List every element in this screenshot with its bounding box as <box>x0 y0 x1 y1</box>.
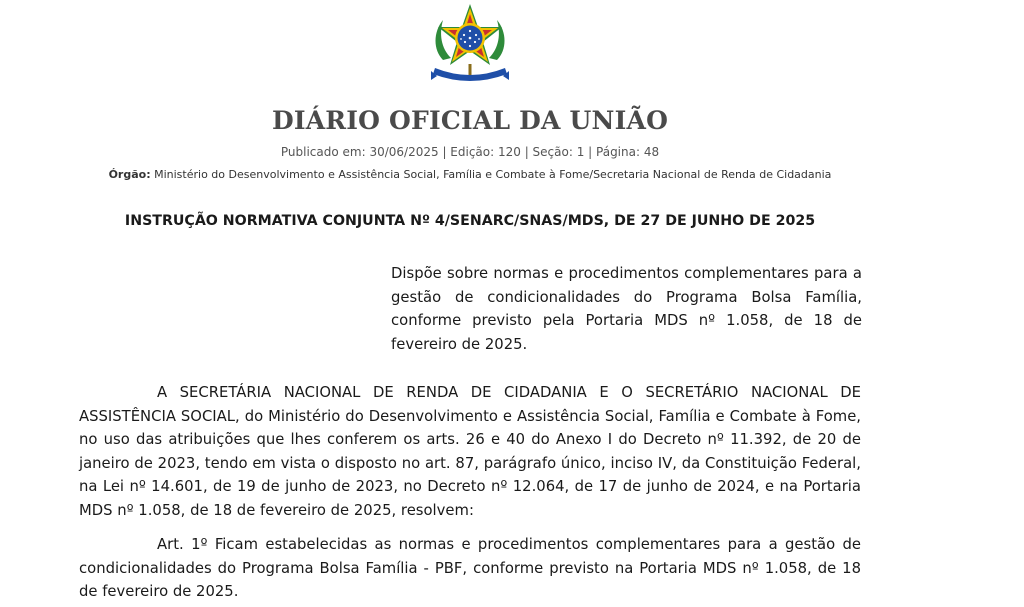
publication-info: Publicado em: 30/06/2025 | Edição: 120 | Seção: 1 | Página: 48 <box>280 145 660 159</box>
act-heading: INSTRUÇÃO NORMATIVA CONJUNTA Nº 4/SENARC/SNAS/MDS, DE 27 DE JUNHO DE 2025 <box>124 213 816 229</box>
issuing-organ-value: Ministério do Desenvolvimento e Assistência Social, Família e Combate à Fome/Secretaria Nacional de Renda de Cidadania <box>150 168 832 181</box>
brazil-coat-of-arms-icon <box>425 2 515 86</box>
newspaper-title: DIÁRIO OFICIAL DA UNIÃO <box>271 106 669 135</box>
issuing-organ-label: Órgão: <box>108 168 151 181</box>
document-page <box>79 0 861 607</box>
act-summary: Dispõe sobre normas e procedimentos complementares para a gestão de condicionalidades do Programa Bolsa Família, conforme previsto pela Portaria MDS nº 1.058, de 18 de fevereiro de 2025. <box>391 265 862 353</box>
article-1-paragraph: Art. 1º Ficam estabelecidas as normas e procedimentos complementares para a gestão de condicionalidades do Programa Bolsa Família - PBF, conforme previsto na Portaria MDS nº 1.058, de 18 de fevereiro de 2025. <box>79 536 861 600</box>
issuing-organ <box>79 168 861 181</box>
preamble-paragraph: A SECRETÁRIA NACIONAL DE RENDA DE CIDADANIA E O SECRETÁRIO NACIONAL DE ASSISTÊNCIA SOCIAL, do Ministério do Desenvolvimento e Assistência Social, Família e Combate à Fome, no uso das atribuições que lhes conferem os arts. 26 e 40 do Anexo I do Decreto nº 11.392, de 20 de janeiro de 2023, tendo em vista o disposto no art. 87, parágrafo único, inciso IV, da Constituição Federal, na Lei nº 14.601, de 19 de junho de 2023, no Decreto nº 12.064, de 17 de junho de 2024, e na Portaria MDS nº 1.058, de 18 de fevereiro de 2025, resolvem: <box>79 384 861 519</box>
